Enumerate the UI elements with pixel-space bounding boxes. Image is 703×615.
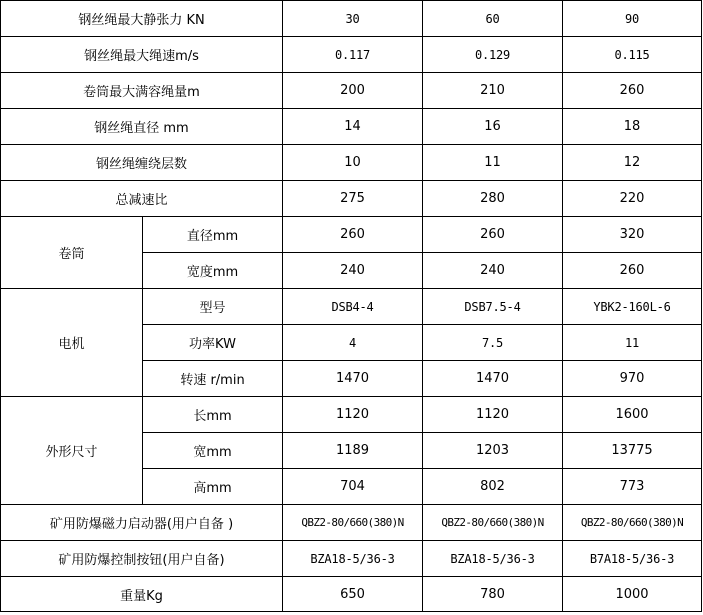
- row-label: 钢丝绳最大绳速m/s: [1, 37, 283, 73]
- cell-value: 1000: [563, 577, 702, 612]
- cell-value: 1600: [563, 397, 702, 433]
- table-row: [1, 505, 702, 541]
- sub-label: 长mm: [143, 397, 283, 433]
- sub-label: 直径mm: [143, 217, 283, 253]
- cell-value: 773: [563, 469, 702, 505]
- group-label: 外形尺寸: [1, 397, 143, 505]
- cell-value: BZA18-5/36-3: [283, 541, 423, 577]
- cell-value: YBK2-160L-6: [563, 289, 702, 325]
- cell-value: 7.5: [423, 325, 563, 361]
- cell-value: 11: [423, 145, 563, 181]
- cell-value: DSB4-4: [283, 289, 423, 325]
- cell-value: 260: [283, 217, 423, 253]
- cell-value: 275: [283, 181, 423, 217]
- cell-value: 650: [283, 577, 423, 612]
- cell-value: 1470: [423, 361, 563, 397]
- sub-label: 宽mm: [143, 433, 283, 469]
- sub-label: 转速 r/min: [143, 361, 283, 397]
- cell-value: 240: [283, 253, 423, 289]
- cell-value: 18: [563, 109, 702, 145]
- row-label: 钢丝绳缠绕层数: [1, 145, 283, 181]
- cell-value: 320: [563, 217, 702, 253]
- cell-value: 14: [283, 109, 423, 145]
- row-label: 总减速比: [1, 181, 283, 217]
- cell-value: 240: [423, 253, 563, 289]
- cell-value: QBZ2-80/660(380)N: [423, 505, 563, 541]
- cell-value: 30: [283, 1, 423, 37]
- table-row: [1, 37, 702, 73]
- sub-label: 高mm: [143, 469, 283, 505]
- cell-value: 0.115: [563, 37, 702, 73]
- cell-value: 90: [563, 1, 702, 37]
- cell-value: 260: [563, 73, 702, 109]
- table-row: [1, 217, 702, 253]
- row-label: 矿用防爆控制按钮(用户自备): [1, 541, 283, 577]
- cell-value: 1189: [283, 433, 423, 469]
- group-label: 卷筒: [1, 217, 143, 289]
- cell-value: 200: [283, 73, 423, 109]
- table-row: [1, 289, 702, 325]
- cell-value: 10: [283, 145, 423, 181]
- cell-value: DSB7.5-4: [423, 289, 563, 325]
- cell-value: 0.129: [423, 37, 563, 73]
- row-label: 重量Kg: [1, 577, 283, 612]
- sub-label: 型号: [143, 289, 283, 325]
- cell-value: 1120: [283, 397, 423, 433]
- cell-value: 260: [563, 253, 702, 289]
- table-row: [1, 145, 702, 181]
- cell-value: 280: [423, 181, 563, 217]
- cell-value: 0.117: [283, 37, 423, 73]
- sub-label: 功率KW: [143, 325, 283, 361]
- table-row: [1, 541, 702, 577]
- row-label: 卷筒最大满容绳量m: [1, 73, 283, 109]
- cell-value: 210: [423, 73, 563, 109]
- row-label: 矿用防爆磁力启动器(用户自备 ): [1, 505, 283, 541]
- cell-value: 60: [423, 1, 563, 37]
- cell-value: 16: [423, 109, 563, 145]
- sub-label: 宽度mm: [143, 253, 283, 289]
- cell-value: 704: [283, 469, 423, 505]
- cell-value: 4: [283, 325, 423, 361]
- cell-value: 802: [423, 469, 563, 505]
- cell-value: 12: [563, 145, 702, 181]
- row-label: 钢丝绳最大静张力 KN: [1, 1, 283, 37]
- cell-value: 1120: [423, 397, 563, 433]
- table-row: [1, 109, 702, 145]
- cell-value: 1203: [423, 433, 563, 469]
- cell-value: 13775: [563, 433, 702, 469]
- table-row: [1, 397, 702, 433]
- table-row: [1, 181, 702, 217]
- cell-value: BZA18-5/36-3: [423, 541, 563, 577]
- cell-value: QBZ2-80/660(380)N: [283, 505, 423, 541]
- row-label: 钢丝绳直径 mm: [1, 109, 283, 145]
- cell-value: QBZ2-80/660(380)N: [563, 505, 702, 541]
- cell-value: 970: [563, 361, 702, 397]
- table-row: [1, 1, 702, 37]
- cell-value: B7A18-5/36-3: [563, 541, 702, 577]
- cell-value: 260: [423, 217, 563, 253]
- cell-value: 780: [423, 577, 563, 612]
- table-row: [1, 73, 702, 109]
- table-row: [1, 577, 702, 612]
- group-label: 电机: [1, 289, 143, 397]
- cell-value: 11: [563, 325, 702, 361]
- cell-value: 1470: [283, 361, 423, 397]
- cell-value: 220: [563, 181, 702, 217]
